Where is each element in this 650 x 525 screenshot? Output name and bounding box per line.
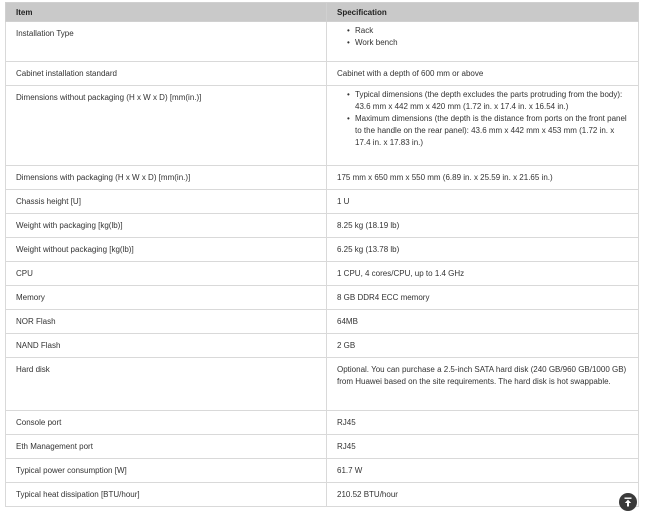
- list-item: • Work bench: [347, 37, 628, 49]
- table-row: [6, 86, 639, 166]
- table-row: [6, 334, 639, 358]
- list-item: • Maximum dimensions (the depth is the distance from ports on the front panel to the handle on the rear panel): 43.6 mm x 442 mm x 453 mm (1.72 in. x 17.4 in. x 17.83 in.): [347, 113, 628, 149]
- bullet-list: [337, 25, 628, 49]
- header-item: Item: [6, 3, 327, 22]
- table-row: [6, 435, 639, 459]
- item-cell: Dimensions with packaging (H x W x D) [mm(in.)]: [6, 166, 327, 190]
- list-item: • Rack: [347, 25, 628, 37]
- table-row: [6, 459, 639, 483]
- bullet-list: [337, 89, 628, 149]
- table-header-row: [6, 3, 639, 22]
- table-row: [6, 358, 639, 411]
- header-specification: Specification: [327, 3, 639, 22]
- table-row: [6, 166, 639, 190]
- spec-cell: 2 GB: [327, 334, 639, 358]
- item-cell: Typical heat dissipation [BTU/hour]: [6, 483, 327, 507]
- item-cell: Hard disk: [6, 358, 327, 411]
- spec-cell: 8 GB DDR4 ECC memory: [327, 286, 639, 310]
- spec-cell: RJ45: [327, 411, 639, 435]
- item-cell: Cabinet installation standard: [6, 62, 327, 86]
- spec-cell: 1 CPU, 4 cores/CPU, up to 1.4 GHz: [327, 262, 639, 286]
- table-row: [6, 238, 639, 262]
- spec-cell: 175 mm x 650 mm x 550 mm (6.89 in. x 25.59 in. x 21.65 in.): [327, 166, 639, 190]
- spec-cell: 61.7 W: [327, 459, 639, 483]
- item-cell: Installation Type: [6, 22, 327, 62]
- arrow-up-icon: [622, 496, 634, 508]
- item-cell: Dimensions without packaging (H x W x D) [mm(in.)]: [6, 86, 327, 166]
- item-cell: CPU: [6, 262, 327, 286]
- table-row: [6, 483, 639, 507]
- item-cell: Weight with packaging [kg(lb)]: [6, 214, 327, 238]
- spec-cell: 210.52 BTU/hour: [327, 483, 639, 507]
- spec-cell: Optional. You can purchase a 2.5-inch SATA hard disk (240 GB/960 GB/1000 GB) from Huawei based on the site requirements. The hard disk is hot swappable.: [327, 358, 639, 411]
- spec-cell: [327, 22, 639, 62]
- spec-cell: Cabinet with a depth of 600 mm or above: [327, 62, 639, 86]
- spec-cell: 1 U: [327, 190, 639, 214]
- table-row: [6, 22, 639, 62]
- spec-cell: RJ45: [327, 435, 639, 459]
- spec-cell: 8.25 kg (18.19 lb): [327, 214, 639, 238]
- item-cell: Memory: [6, 286, 327, 310]
- table-row: [6, 310, 639, 334]
- item-cell: NAND Flash: [6, 334, 327, 358]
- table-row: [6, 411, 639, 435]
- table-row: [6, 190, 639, 214]
- spec-cell: 64MB: [327, 310, 639, 334]
- item-cell: Weight without packaging [kg(lb)]: [6, 238, 327, 262]
- item-cell: Eth Management port: [6, 435, 327, 459]
- specification-table: [5, 2, 639, 507]
- item-cell: Console port: [6, 411, 327, 435]
- item-cell: NOR Flash: [6, 310, 327, 334]
- item-cell: Typical power consumption [W]: [6, 459, 327, 483]
- table-row: [6, 286, 639, 310]
- spec-cell: [327, 86, 639, 166]
- table-row: [6, 214, 639, 238]
- item-cell: Chassis height [U]: [6, 190, 327, 214]
- list-item: • Typical dimensions (the depth excludes the parts protruding from the body): 43.6 mm x 442 mm x 420 mm (1.72 in. x 17.4 in. x 16.54 in.): [347, 89, 628, 113]
- table-row: [6, 62, 639, 86]
- table-row: [6, 262, 639, 286]
- spec-cell: 6.25 kg (13.78 lb): [327, 238, 639, 262]
- scroll-to-top-button[interactable]: [619, 493, 637, 511]
